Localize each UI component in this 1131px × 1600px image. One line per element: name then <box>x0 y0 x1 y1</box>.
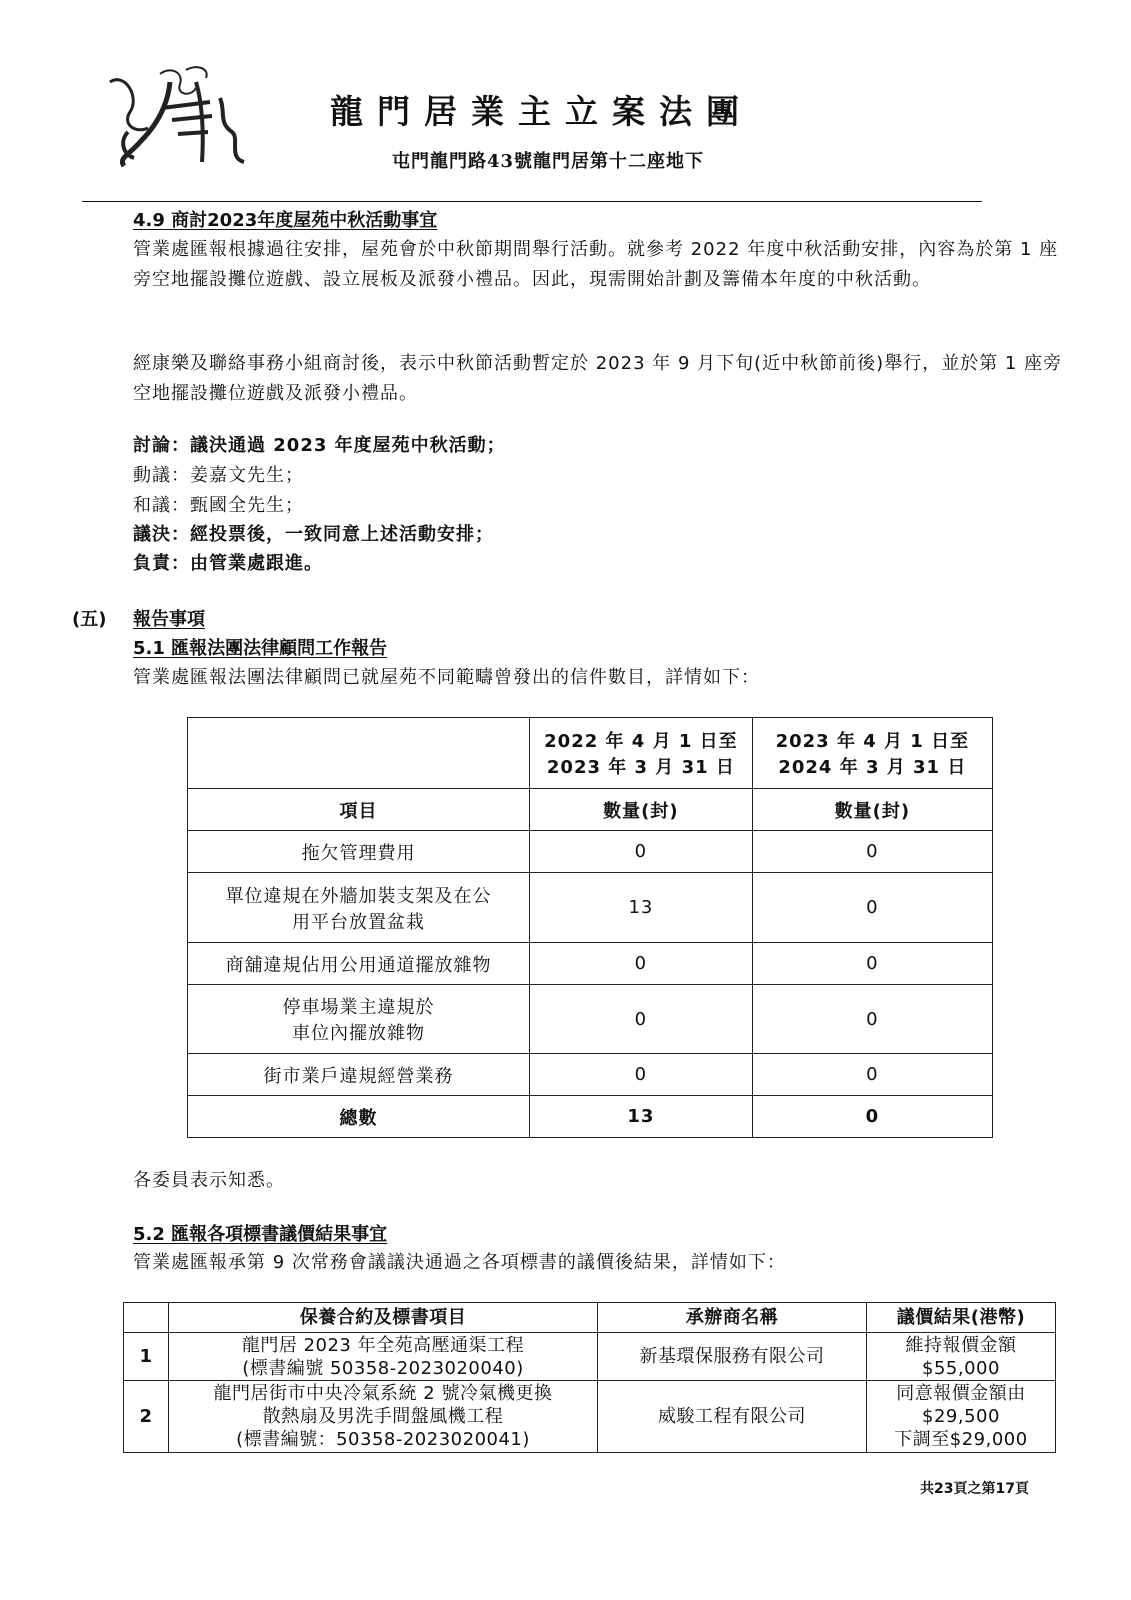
row-vendor: 威駿工程有限公司 <box>598 1381 867 1453</box>
row-result: 同意報價金額由 $29,500 下調至$29,000 <box>867 1381 1056 1453</box>
proposer-line: 動議：姜嘉文先生； <box>133 465 304 486</box>
col-tender-item-header: 保養合約及標書項目 <box>169 1303 598 1333</box>
header-divider <box>82 201 982 202</box>
row-item: 單位違規在外牆加裝支架及在公 用平台放置盆栽 <box>188 873 530 943</box>
row-vendor: 新基環保服務有限公司 <box>598 1333 867 1381</box>
page-number: 共23頁之第17頁 <box>920 1481 1029 1497</box>
section-5-1-heading: 5.1 匯報法團法律顧問工作報告 <box>133 638 388 659</box>
total-label: 總數 <box>188 1096 530 1138</box>
col-qty1-header: 數量(封) <box>530 789 753 831</box>
row-value-1: 0 <box>530 831 753 873</box>
section-4-9-para2: 經康樂及聯絡事務小組商討後，表示中秋節活動暫定於 2023 年 9 月下旬(近中秋節前後)舉行，並於第 1 座旁空地擺設攤位遊戲及派發小禮品。 <box>133 353 1063 404</box>
section-5-1-note: 各委員表示知悉。 <box>133 1170 285 1191</box>
row-value-2: 0 <box>752 943 992 985</box>
period2-header: 2023 年 4 月 1 日至 2024 年 3 月 31 日 <box>752 718 992 789</box>
tender-results-table <box>123 1302 1056 1453</box>
row-value-2: 0 <box>752 831 992 873</box>
org-name: 龍門居業主立案法團 <box>330 92 753 131</box>
row-number: 1 <box>124 1333 169 1381</box>
total-value-2: 0 <box>752 1096 992 1138</box>
row-item: 商舖違規佔用公用通道擺放雜物 <box>188 943 530 985</box>
row-result: 維持報價金額 $55,000 <box>867 1333 1056 1381</box>
table-row <box>124 1381 1056 1453</box>
row-item: 停車場業主違規於 車位內擺放雜物 <box>188 985 530 1054</box>
blank-header-cell <box>188 718 530 789</box>
row-item: 街市業戶違規經營業務 <box>188 1054 530 1096</box>
discussion-line: 討論：議決通過 2023 年度屋苑中秋活動； <box>133 435 506 456</box>
total-value-1: 13 <box>530 1096 753 1138</box>
row-value-1: 0 <box>530 943 753 985</box>
table-row <box>124 1333 1056 1381</box>
row-value-1: 0 <box>530 1054 753 1096</box>
table-total-row <box>188 1096 993 1138</box>
col-result-header: 議價結果(港幣) <box>867 1303 1056 1333</box>
row-value-2: 0 <box>752 873 992 943</box>
row-value-1: 0 <box>530 985 753 1054</box>
table-row <box>188 943 993 985</box>
row-value-2: 0 <box>752 1054 992 1096</box>
section-5-title: 報告事項 <box>133 609 205 630</box>
no-header-cell <box>124 1303 169 1333</box>
table-row <box>188 831 993 873</box>
row-value-2: 0 <box>752 985 992 1054</box>
row-tender-item: 龍門居 2023 年全苑高壓通渠工程 (標書編號 50358-2023020040) <box>169 1333 598 1381</box>
section-4-9-para1: 管業處匯報根據過往安排，屋苑會於中秋節期間舉行活動。就參考 2022 年度中秋活動安排，內容為於第 1 座旁空地擺設攤位遊戲、設立展板及派發小禮品。因此，現需開始計劃及籌備本年度的中秋活動。 <box>133 239 1059 290</box>
row-value-1: 13 <box>530 873 753 943</box>
table-row <box>188 1054 993 1096</box>
seconder-line: 和議：甄國全先生； <box>133 495 304 516</box>
period1-header: 2022 年 4 月 1 日至 2023 年 3 月 31 日 <box>530 718 753 789</box>
table-header-row <box>188 718 993 789</box>
section-5-2-intro: 管業處匯報承第 9 次常務會議議決通過之各項標書的議價後結果，詳情如下： <box>133 1252 786 1273</box>
dragon-logo-icon <box>100 62 250 172</box>
legal-letters-table <box>187 717 993 1138</box>
org-address: 屯門龍門路43號龍門居第十二座地下 <box>392 151 705 172</box>
section-5-number: (五) <box>72 609 107 630</box>
section-4-9-heading: 4.9 商討2023年度屋苑中秋活動事宜 <box>133 210 438 231</box>
resolution-line: 議決：經投票後，一致同意上述活動安排； <box>133 524 494 545</box>
col-vendor-header: 承辦商名稱 <box>598 1303 867 1333</box>
row-number: 2 <box>124 1381 169 1453</box>
tender-header-row <box>124 1303 1056 1333</box>
row-item: 拖欠管理費用 <box>188 831 530 873</box>
table-row <box>188 985 993 1054</box>
table-column-header-row <box>188 789 993 831</box>
col-qty2-header: 數量(封) <box>752 789 992 831</box>
row-tender-item: 龍門居街市中央冷氣系統 2 號冷氣機更換 散熱扇及男洗手間盤風機工程 (標書編號：50358-2023020041) <box>169 1381 598 1453</box>
responsible-line: 負責：由管業處跟進。 <box>133 553 323 574</box>
col-item-header: 項目 <box>188 789 530 831</box>
section-5-2-heading: 5.2 匯報各項標書議價結果事宜 <box>133 1224 388 1245</box>
table-row <box>188 873 993 943</box>
section-5-1-intro: 管業處匯報法團法律顧問已就屋苑不同範疇曾發出的信件數目，詳情如下： <box>133 667 760 688</box>
